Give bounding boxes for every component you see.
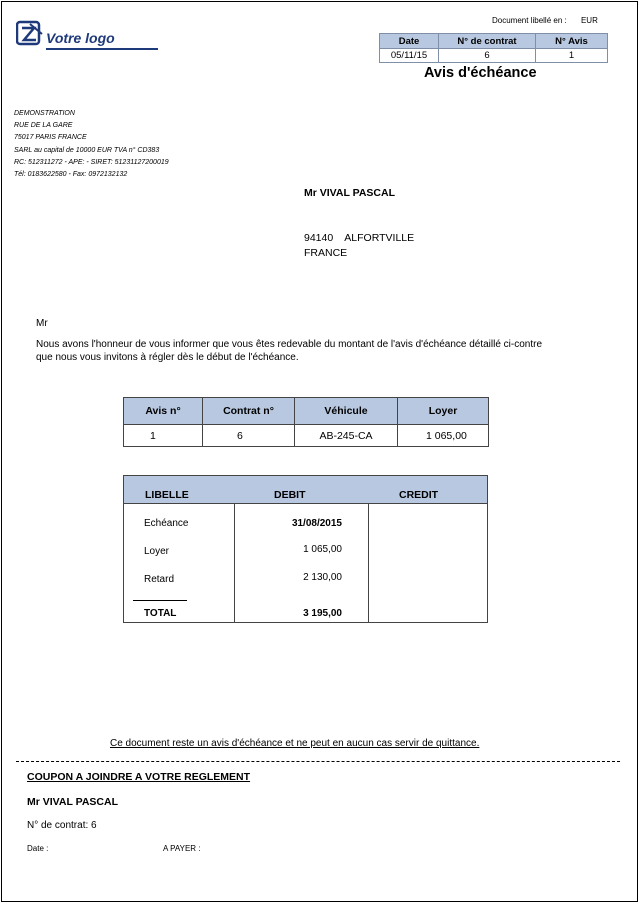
detail-row-debit: 31/08/2015 [291,518,342,529]
document-title: Avis d'échéance [424,65,537,81]
currency-info [492,16,598,25]
avis-number-cell: 1 [124,425,203,447]
avis-rent-cell: 1 065,00 [398,425,489,447]
coupon-title: COUPON A JOINDRE A VOTRE REGLEMENT [27,771,251,783]
logo-mark-icon [16,20,44,48]
recipient-address [304,186,414,261]
recipient-city: 94140 ALFORTVILLE [304,232,415,244]
detail-total-value: 3 195,00 [303,608,342,619]
recipient-country: FRANCE [304,247,348,259]
avis-summary-table [123,397,489,447]
letter-greeting: Mr [36,318,48,329]
logo-underline [46,48,158,50]
company-line: RUE DE LA GARE [14,122,73,130]
header-info-table [379,33,608,63]
avis-col-contract: Contrat n° [203,398,295,425]
detail-row-debit: 2 130,00 [303,572,342,583]
company-address [14,108,169,181]
avis-col-number: Avis n° [124,398,203,425]
detail-row-label: Loyer [144,546,170,557]
coupon-contract-number: N° de contrat: 6 [27,820,97,831]
avis-col-vehicle: Véhicule [295,398,398,425]
detail-row-debit: 1 065,00 [303,544,342,555]
avis-table-head-row [124,398,489,425]
detail-table-header [124,476,487,504]
detail-col-credit: CREDIT [399,489,439,501]
company-line: SARL au capital de 10000 EUR TVA n° CD383 [14,146,160,154]
detail-row-label: Echéance [144,518,189,529]
detail-table [123,475,488,623]
header-col-avis: N° Avis [536,34,608,49]
avis-col-rent: Loyer [398,398,489,425]
company-logo [16,20,146,52]
recipient-name: Mr VIVAL PASCAL [304,187,396,199]
disclaimer-text: Ce document reste un avis d'échéance et ne peut en aucun cas servir de quittance. [110,738,480,749]
avis-table-row [124,425,489,447]
coupon-date-label: Date : [27,844,49,853]
coupon-recipient-name: Mr VIVAL PASCAL [27,796,119,808]
company-line: Tél: 0183622580 - Fax: 0972132132 [14,171,128,179]
detail-col-debit: DEBIT [274,489,306,501]
detail-col-libelle: LIBELLE [145,489,189,501]
company-line: RC: 512311272 - APE: - SIRET: 51231127200019 [14,158,169,166]
letter-line: que nous vous invitons à régler dès le début de l'échéance. [36,351,299,363]
currency-value: EUR [580,16,598,25]
detail-total-label: TOTAL [144,608,177,619]
avis-vehicle-cell: AB-245-CA [295,425,398,447]
company-line: 75017 PARIS FRANCE [14,134,87,142]
avis-contract-cell: 6 [203,425,295,447]
header-col-date: Date [380,34,439,49]
currency-label: Document libellé en : [492,16,567,25]
header-info-head-row [380,34,608,49]
total-separator [133,600,187,601]
header-col-contract: N° de contrat [439,34,536,49]
letter-body [36,339,596,364]
letter-line: Nous avons l'honneur de vous informer que vous êtes redevable du montant de l'avis d'échéance détaillé ci-contre [36,339,543,350]
coupon-pay-label: A PAYER : [163,844,201,853]
coupon-cut-line [16,761,620,762]
header-contract-value: 6 [439,49,536,63]
header-date-value: 05/11/15 [380,49,439,63]
logo-text: Votre logo [46,30,115,46]
header-avis-value: 1 [536,49,608,63]
detail-divider [368,504,369,623]
detail-row-label: Retard [144,574,175,585]
company-line: DEMONSTRATION [14,110,75,117]
header-info-value-row [380,49,608,63]
